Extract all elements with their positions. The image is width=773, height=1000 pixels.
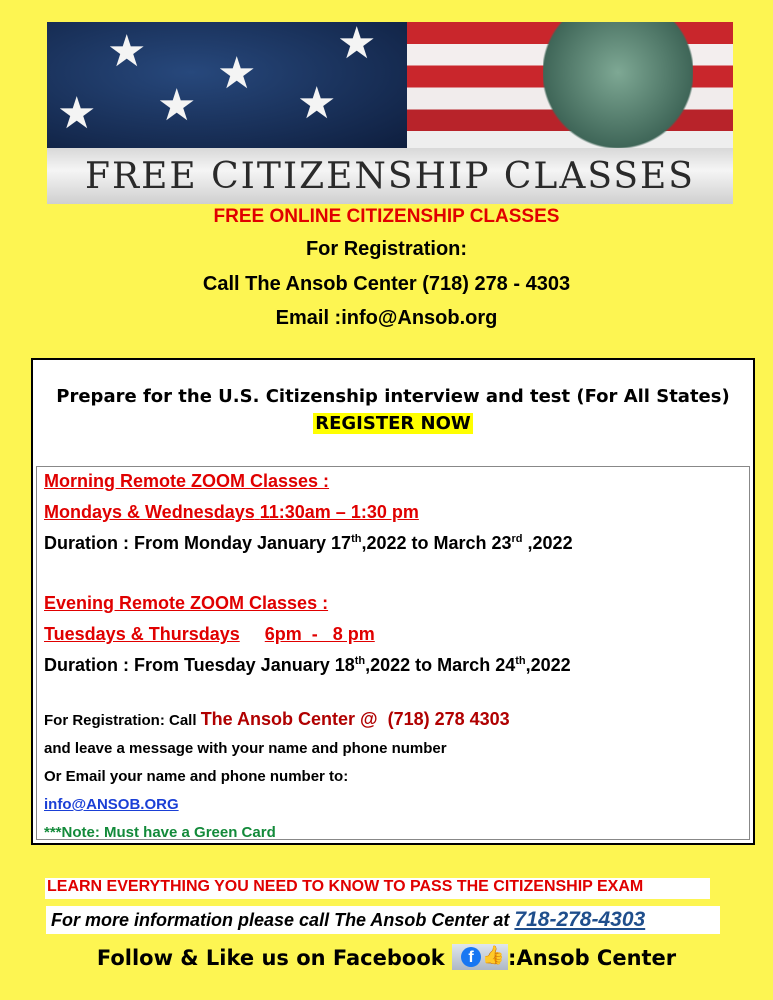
- info-text: For more information please call The Ansob Center at: [51, 910, 515, 930]
- banner-title: FREE CITIZENSHIP CLASSES: [85, 155, 695, 197]
- banner-image: [47, 22, 733, 204]
- star-icon: ★: [297, 79, 337, 128]
- star-icon: ★: [217, 49, 257, 98]
- info-phone-link[interactable]: 718-278-4303: [514, 908, 646, 931]
- header-call: Call The Ansob Center (718) 278 - 4303: [202, 273, 571, 295]
- evening-title: Evening Remote ZOOM Classes :: [44, 593, 329, 613]
- morning-duration: [44, 533, 573, 554]
- registration-line: [44, 709, 510, 730]
- morning-days: Mondays & Wednesdays: [44, 502, 255, 522]
- flag-canton: [47, 22, 407, 148]
- ordinal: rd: [511, 533, 523, 545]
- star-icon: ★: [107, 27, 147, 76]
- green-card-note: ***Note: Must have a Green Card: [44, 824, 276, 841]
- evening-schedule: [44, 624, 375, 645]
- evening-duration: [44, 655, 571, 676]
- ordinal: th: [515, 655, 526, 667]
- star-icon: ★: [157, 81, 197, 130]
- register-now: REGISTER NOW: [315, 413, 471, 434]
- ordinal: th: [351, 533, 362, 545]
- duration-text: ,2022: [525, 655, 571, 675]
- header-title: FREE ONLINE CITIZENSHIP CLASSES: [213, 206, 560, 227]
- banner-title-band: [47, 148, 733, 204]
- duration-text: Duration : From Monday January 17: [44, 533, 352, 553]
- duration-text: ,2022 to March 23: [361, 533, 512, 553]
- email-instruction: Or Email your name and phone number to:: [44, 768, 349, 785]
- header-registration: For Registration:: [305, 238, 468, 260]
- morning-time: 11:30am – 1:30 pm: [259, 502, 419, 522]
- intro-text: Prepare for the U.S. Citizenship interview and test (For All States): [56, 386, 730, 407]
- registration-phone: The Ansob Center @ (718) 278 4303: [200, 709, 510, 729]
- class-info-box: [31, 358, 755, 845]
- facebook-line: [0, 944, 773, 970]
- learn-banner: LEARN EVERYTHING YOU NEED TO KNOW TO PASS THE CITIZENSHIP EXAM: [45, 878, 710, 899]
- facebook-page-name: :Ansob Center: [508, 946, 677, 970]
- info-line: [46, 906, 720, 934]
- header-email: Email :info@Ansob.org: [275, 307, 498, 329]
- morning-title: Morning Remote ZOOM Classes :: [44, 471, 330, 491]
- duration-text: Duration : From Tuesday January 18: [44, 655, 355, 675]
- schedule-panel: [36, 466, 750, 840]
- star-icon: ★: [57, 89, 97, 138]
- star-icon: ★: [337, 22, 377, 68]
- evening-days: Tuesdays & Thursdays: [44, 624, 240, 644]
- statue-of-liberty-image: [543, 22, 693, 148]
- follow-text: Follow & Like us on Facebook: [96, 946, 453, 970]
- duration-text: ,2022: [522, 533, 573, 553]
- facebook-like-icon[interactable]: f 👍: [452, 944, 508, 970]
- duration-text: ,2022 to March 24: [365, 655, 516, 675]
- ordinal: th: [354, 655, 366, 667]
- leave-message-text: and leave a message with your name and phone number: [44, 740, 447, 757]
- registration-prefix: For Registration: Call: [44, 712, 201, 729]
- evening-time: 6pm - 8 pm: [264, 624, 375, 644]
- morning-schedule: [44, 502, 419, 523]
- email-link[interactable]: info@ANSOB.ORG: [44, 796, 179, 813]
